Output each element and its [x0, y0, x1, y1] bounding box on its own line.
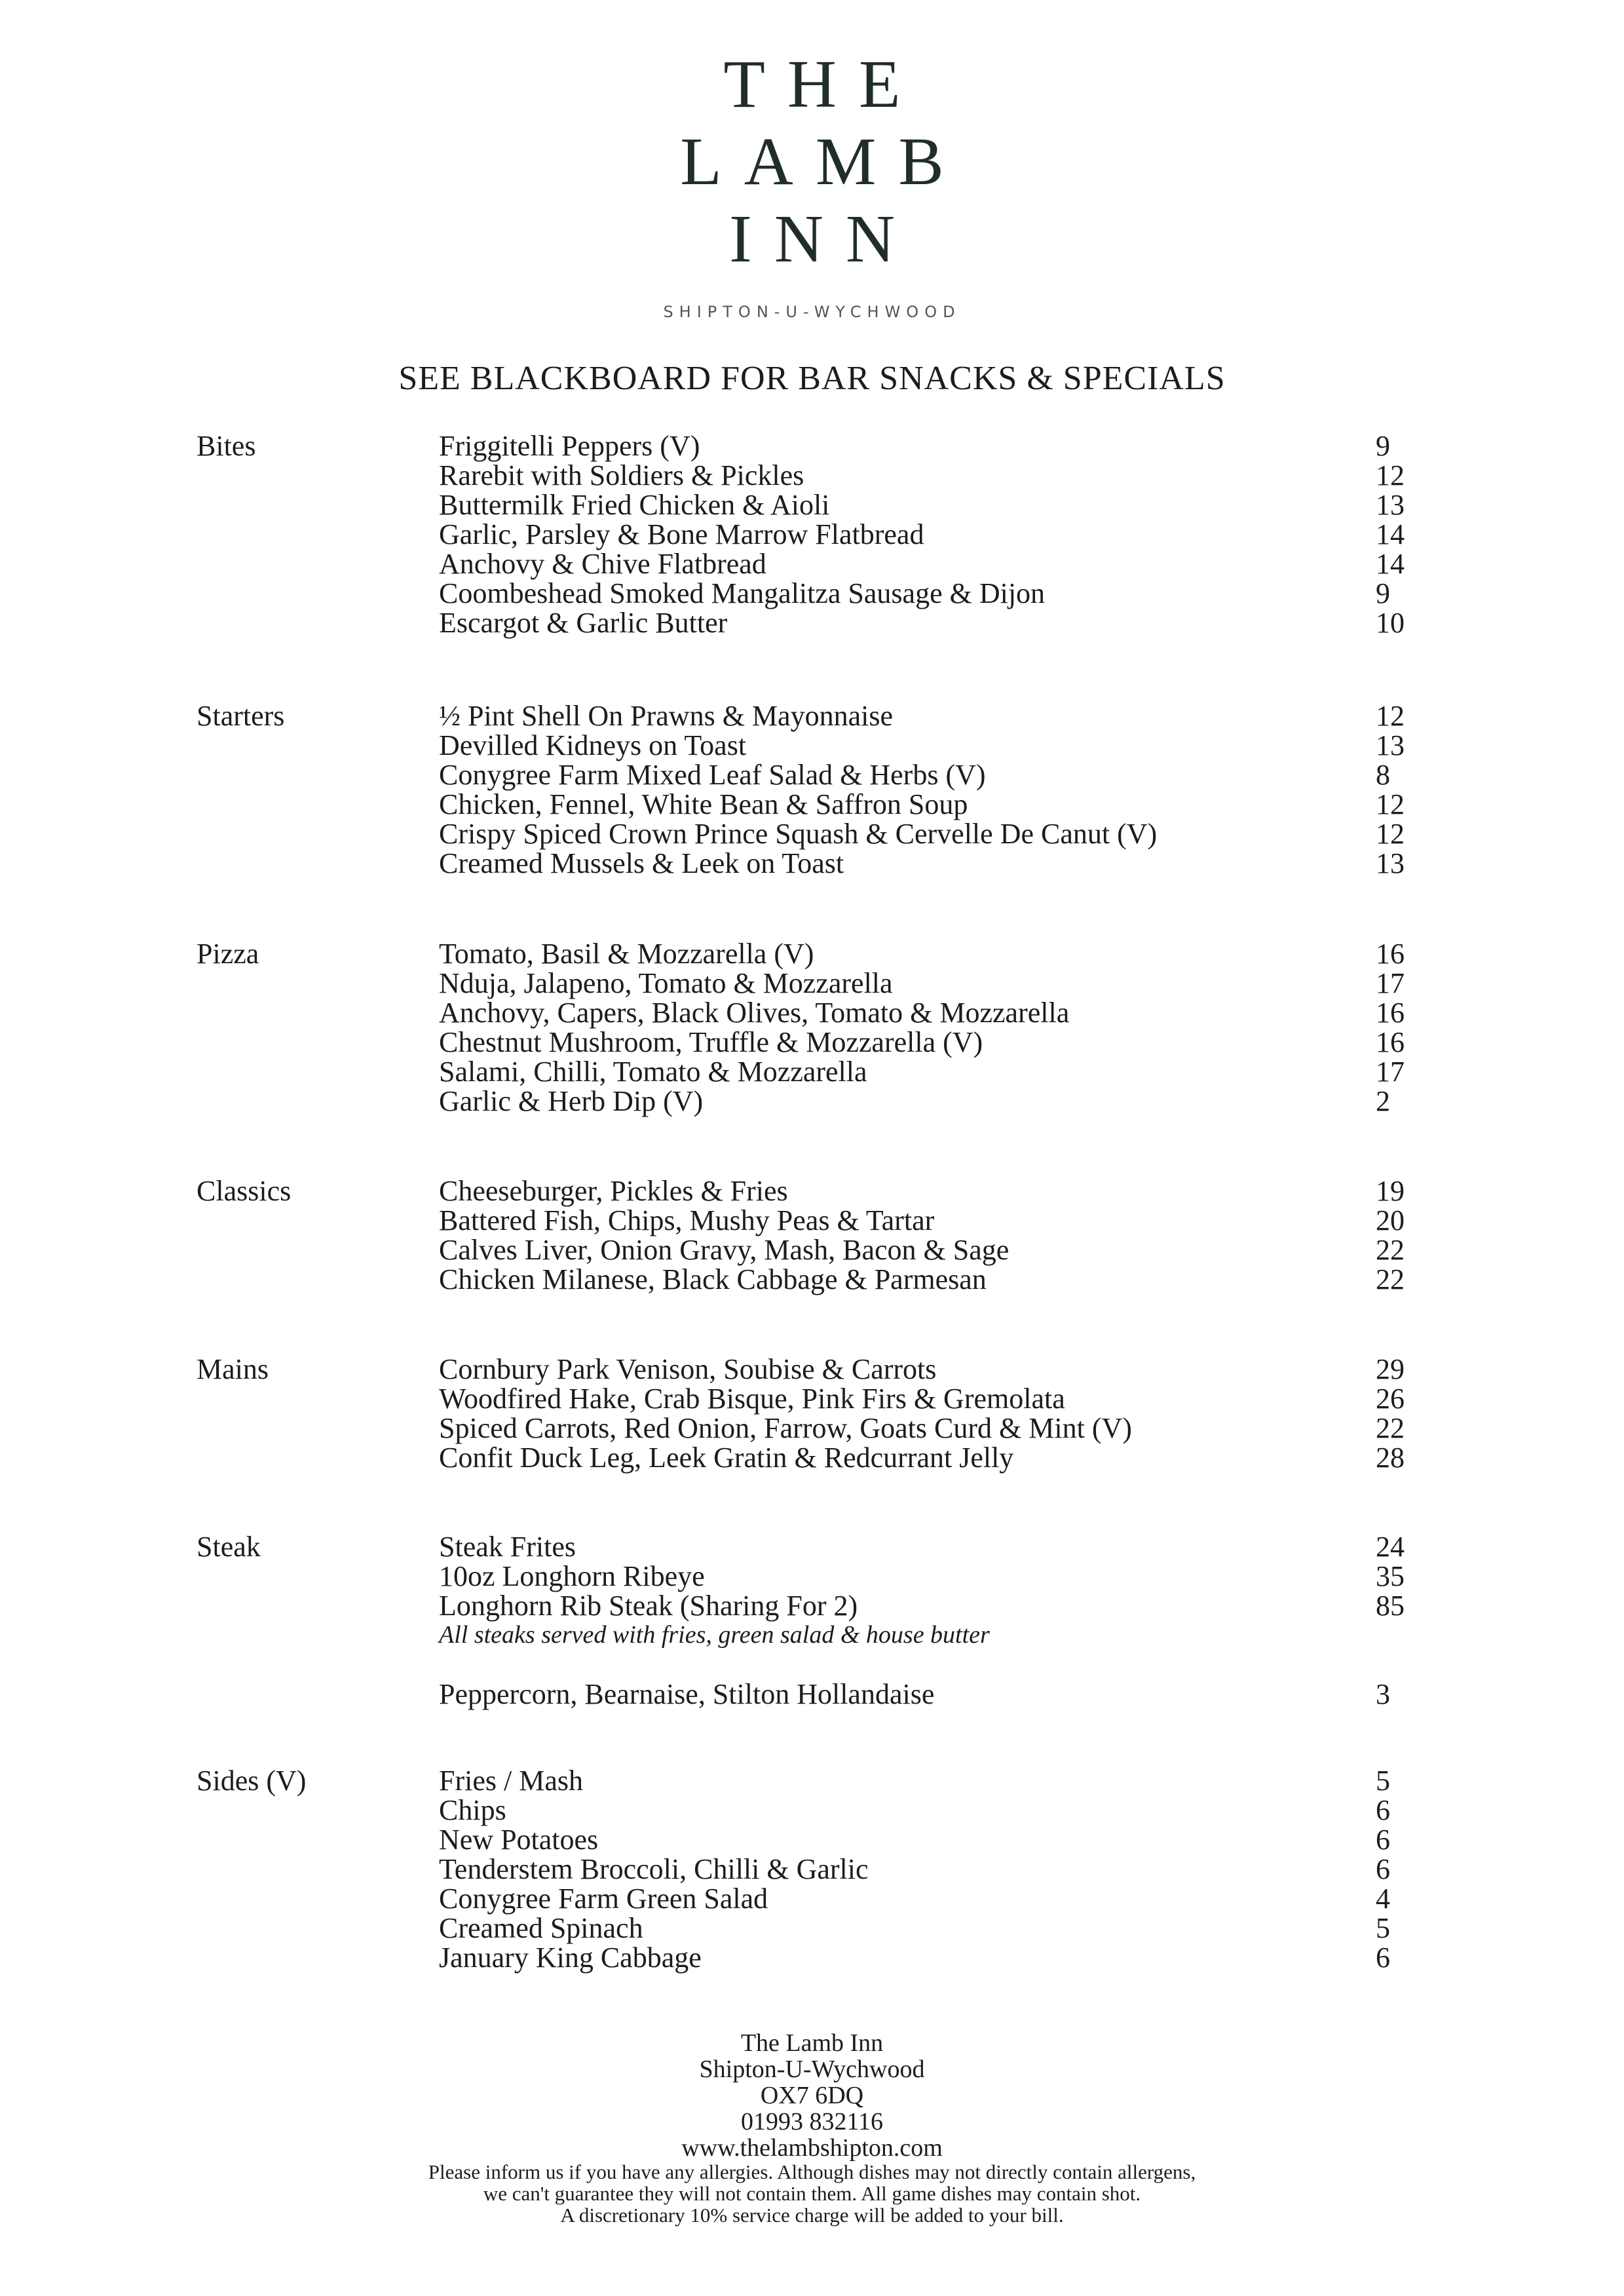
menu-item: [439, 1027, 1435, 1057]
item-name: Conygree Farm Green Salad: [439, 1883, 768, 1915]
logo: [0, 46, 1624, 278]
item-price: 12: [1376, 818, 1405, 850]
item-price: 16: [1376, 1026, 1405, 1058]
item-name: Steak Frites: [439, 1531, 576, 1563]
service-charge-notice: A discretionary 10% service charge will be added to your bill.: [560, 2204, 1064, 2227]
item-price: 26: [1376, 1383, 1405, 1415]
item-price: 24: [1376, 1531, 1405, 1563]
item-name: ½ Pint Shell On Prawns & Mayonnaise: [439, 700, 893, 732]
item-name: Rarebit with Soldiers & Pickles: [439, 459, 804, 491]
item-name: Tomato, Basil & Mozzarella (V): [439, 938, 814, 970]
menu-item: [439, 1413, 1435, 1443]
menu-item: [439, 520, 1435, 549]
item-list: [439, 701, 1435, 878]
menu-item: [439, 1057, 1435, 1086]
item-name: Calves Liver, Onion Gravy, Mash, Bacon & Sage: [439, 1234, 1010, 1266]
logo-line-the: THE: [723, 47, 923, 122]
item-price: 12: [1376, 788, 1405, 820]
sauce-list: [439, 1679, 1435, 1709]
item-name: Creamed Spinach: [439, 1912, 643, 1944]
menu-item: [439, 1825, 1435, 1854]
section-label: Starters: [197, 700, 285, 732]
item-name: Chicken, Fennel, White Bean & Saffron Soup: [439, 788, 968, 820]
menu-item: [439, 968, 1435, 998]
item-price: 19: [1376, 1175, 1405, 1207]
section-label: Classics: [197, 1175, 292, 1207]
menu-item: [439, 1943, 1435, 1972]
section-label: Pizza: [197, 938, 259, 970]
menu-item: [439, 760, 1435, 790]
menu-item: [439, 1884, 1435, 1913]
item-price: 16: [1376, 938, 1405, 970]
steak-note: All steaks served with fries, green salad & house butter: [439, 1621, 990, 1649]
item-price: 29: [1376, 1353, 1405, 1385]
menu-item: [439, 431, 1435, 461]
item-price: 20: [1376, 1204, 1405, 1236]
menu-item: [439, 1235, 1435, 1265]
menu-item: [439, 1532, 1435, 1561]
item-name: Crispy Spiced Crown Prince Squash & Cervelle De Canut (V): [439, 818, 1158, 850]
item-list: [439, 939, 1435, 1116]
item-list: [439, 1766, 1435, 1972]
item-price: 8: [1376, 759, 1390, 791]
item-name: Fries / Mash: [439, 1765, 583, 1797]
menu-item: [439, 490, 1435, 520]
menu-item: [439, 1443, 1435, 1472]
item-price: 17: [1376, 1056, 1405, 1088]
item-name: New Potatoes: [439, 1824, 599, 1856]
item-name: Peppercorn, Bearnaise, Stilton Hollandaise: [439, 1678, 935, 1710]
item-price: 16: [1376, 997, 1405, 1029]
item-price: 17: [1376, 967, 1405, 999]
menu-item: [439, 1766, 1435, 1795]
item-name: January King Cabbage: [439, 1942, 702, 1974]
menu-item: [439, 1795, 1435, 1825]
item-list: [439, 431, 1435, 638]
menu-item: [439, 849, 1435, 878]
item-name: Conygree Farm Mixed Leaf Salad & Herbs (V): [439, 759, 986, 791]
item-price: 13: [1376, 489, 1405, 521]
item-name: Tenderstem Broccoli, Chilli & Garlic: [439, 1853, 869, 1885]
item-price: 13: [1376, 729, 1405, 761]
item-price: 85: [1376, 1590, 1405, 1622]
item-name: Nduja, Jalapeno, Tomato & Mozzarella: [439, 967, 893, 999]
item-price: 9: [1376, 577, 1390, 609]
location-subtitle: SHIPTON-U-WYCHWOOD: [663, 303, 961, 321]
item-name: Anchovy & Chive Flatbread: [439, 548, 766, 580]
item-price: 6: [1376, 1942, 1390, 1974]
item-name: Chicken Milanese, Black Cabbage & Parmesan: [439, 1263, 987, 1295]
menu-item: [439, 461, 1435, 490]
specials-notice: SEE BLACKBOARD FOR BAR SNACKS & SPECIALS: [398, 360, 1226, 397]
item-name: Garlic, Parsley & Bone Marrow Flatbread: [439, 518, 924, 550]
item-list: [439, 1532, 1435, 1620]
item-price: 12: [1376, 459, 1405, 491]
menu-item: [439, 1913, 1435, 1943]
item-price: 6: [1376, 1853, 1390, 1885]
menu-item: [439, 1354, 1435, 1384]
section-label: Sides (V): [197, 1765, 307, 1797]
menu-item: [439, 1561, 1435, 1591]
footer-website[interactable]: www.thelambshipton.com: [681, 2134, 943, 2162]
logo-line-lamb: LAMB: [680, 124, 966, 199]
item-name: Anchovy, Capers, Black Olives, Tomato & Mozzarella: [439, 997, 1070, 1029]
footer-phone: 01993 832116: [740, 2108, 884, 2135]
section-label: Bites: [197, 430, 256, 462]
menu-item: [439, 1679, 1435, 1709]
section-label: Mains: [197, 1353, 269, 1385]
menu-item: [439, 1176, 1435, 1206]
item-name: Spiced Carrots, Red Onion, Farrow, Goats Curd & Mint (V): [439, 1412, 1132, 1444]
item-name: Chips: [439, 1794, 506, 1826]
menu-item: [439, 1206, 1435, 1235]
menu-item: [439, 998, 1435, 1027]
item-name: Cornbury Park Venison, Soubise & Carrots: [439, 1353, 937, 1385]
menu-item: [439, 1384, 1435, 1413]
item-price: 13: [1376, 847, 1405, 879]
item-price: 5: [1376, 1912, 1390, 1944]
item-name: Woodfired Hake, Crab Bisque, Pink Firs & Gremolata: [439, 1383, 1065, 1415]
item-name: Salami, Chilli, Tomato & Mozzarella: [439, 1056, 867, 1088]
menu-item: [439, 579, 1435, 608]
menu-item: [439, 549, 1435, 579]
item-name: Friggitelli Peppers (V): [439, 430, 700, 462]
item-price: 5: [1376, 1765, 1390, 1797]
item-price: 35: [1376, 1560, 1405, 1592]
item-price: 4: [1376, 1883, 1390, 1915]
item-price: 10: [1376, 607, 1405, 639]
item-price: 6: [1376, 1794, 1390, 1826]
item-name: Escargot & Garlic Butter: [439, 607, 728, 639]
item-name: Cheeseburger, Pickles & Fries: [439, 1175, 788, 1207]
item-name: Battered Fish, Chips, Mushy Peas & Tartar: [439, 1204, 935, 1236]
item-price: 14: [1376, 548, 1405, 580]
item-name: Buttermilk Fried Chicken & Aioli: [439, 489, 830, 521]
menu-item: [439, 1591, 1435, 1620]
item-name: Coombeshead Smoked Mangalitza Sausage & Dijon: [439, 577, 1046, 609]
item-name: Chestnut Mushroom, Truffle & Mozzarella (V): [439, 1026, 983, 1058]
item-price: 3: [1376, 1678, 1390, 1710]
item-list: [439, 1176, 1435, 1294]
item-price: 14: [1376, 518, 1405, 550]
item-name: Garlic & Herb Dip (V): [439, 1085, 704, 1117]
item-name: Longhorn Rib Steak (Sharing For 2): [439, 1590, 858, 1622]
item-price: 22: [1376, 1263, 1405, 1295]
menu-item: [439, 790, 1435, 819]
section-label: Steak: [197, 1531, 261, 1563]
item-price: 12: [1376, 700, 1405, 732]
menu-item: [439, 1854, 1435, 1884]
menu-item: [439, 608, 1435, 638]
item-price: 6: [1376, 1824, 1390, 1856]
menu-item: [439, 819, 1435, 849]
footer-postcode: OX7 6DQ: [760, 2082, 864, 2109]
item-name: Devilled Kidneys on Toast: [439, 729, 747, 761]
item-name: Creamed Mussels & Leek on Toast: [439, 847, 844, 879]
item-name: 10oz Longhorn Ribeye: [439, 1560, 705, 1592]
item-name: Confit Duck Leg, Leek Gratin & Redcurrant Jelly: [439, 1442, 1014, 1474]
footer-town: Shipton-U-Wychwood: [699, 2056, 925, 2083]
item-price: 22: [1376, 1412, 1405, 1444]
footer-name: The Lamb Inn: [740, 2029, 884, 2057]
allergy-notice-line1: Please inform us if you have any allergies. Although dishes may not directly contain allergens,: [428, 2160, 1196, 2183]
item-price: 9: [1376, 430, 1390, 462]
menu-item: [439, 1265, 1435, 1294]
menu-item: [439, 1086, 1435, 1116]
footer: [0, 2030, 1624, 2226]
allergy-notice-line2: we can't guarantee they will not contain them. All game dishes may contain shot.: [483, 2182, 1141, 2205]
menu-item: [439, 701, 1435, 731]
menu-item: [439, 731, 1435, 760]
logo-line-inn: INN: [729, 201, 917, 277]
item-price: 2: [1376, 1085, 1390, 1117]
item-price: 28: [1376, 1442, 1405, 1474]
item-price: 22: [1376, 1234, 1405, 1266]
menu-item: [439, 939, 1435, 968]
item-list: [439, 1354, 1435, 1472]
